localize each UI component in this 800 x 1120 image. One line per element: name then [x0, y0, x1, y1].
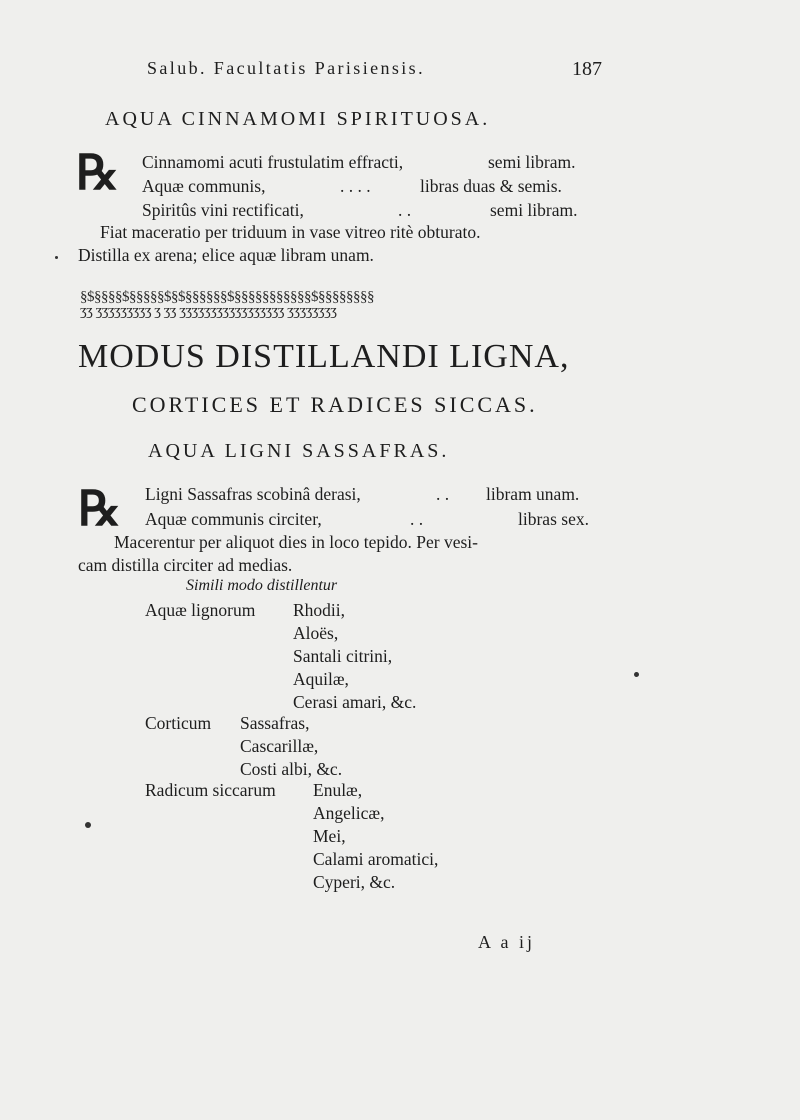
- group-lead: Aquæ lignorum: [145, 600, 256, 620]
- ingredient-quantity: libras sex.: [518, 509, 589, 529]
- list-item: Angelicæ,: [313, 803, 385, 823]
- instruction-line: Distilla ex arena; elice aquæ libram unam.: [78, 245, 374, 265]
- ornament-row: §$§§§§$§§§§§$§$§§§§§§$§§§§§§§§§§§$§§§§§§§§: [80, 290, 374, 305]
- ingredient-quantity: semi libram.: [488, 152, 576, 172]
- ingredient-quantity: libram unam.: [486, 484, 580, 504]
- section-subtitle: CORTICES ET RADICES SICCAS.: [132, 392, 538, 417]
- leader-dots: . .: [398, 200, 412, 220]
- ink-speck: [85, 822, 91, 828]
- leader-dots: . .: [410, 509, 424, 529]
- ingredient-quantity: libras duas & semis.: [420, 176, 562, 196]
- list-item: Aloës,: [293, 623, 339, 643]
- instruction-line: Macerentur per aliquot dies in loco tepido. Per vesi-: [114, 532, 478, 552]
- instruction-line: cam distilla circiter ad medias.: [78, 555, 293, 575]
- ornament-row: ʒʒ ʒʒʒʒʒʒʒʒʒ ʒ ʒʒ ʒʒʒʒʒʒʒʒʒʒʒʒʒʒʒʒʒ ʒʒʒʒʒʒʒʒ: [80, 303, 337, 319]
- group-lead: Corticum: [145, 713, 212, 733]
- ingredient-line: Spiritûs vini rectificati,: [142, 200, 304, 220]
- list-item: Cascarillæ,: [240, 736, 319, 756]
- group-lead: Radicum siccarum: [145, 780, 276, 800]
- section-title: MODUS DISTILLANDI LIGNA,: [78, 338, 570, 375]
- page-number: 187: [572, 58, 602, 80]
- recipe-title-sassafras: AQUA LIGNI SASSAFRAS.: [148, 440, 450, 462]
- ornamental-divider: [80, 290, 600, 320]
- similar-heading: Simili modo distillentur: [186, 577, 338, 594]
- leader-dots: . .: [436, 484, 450, 504]
- running-head: Salub. Facultatis Parisiensis.: [147, 58, 425, 78]
- list-item: Santali citrini,: [293, 646, 393, 666]
- signature-mark: A a ij: [478, 932, 535, 952]
- leader-dots: . . . .: [340, 176, 371, 196]
- ingredient-line: Ligni Sassafras scobinâ derasi,: [145, 484, 361, 504]
- list-item: Mei,: [313, 826, 346, 846]
- ingredient-quantity: semi libram.: [490, 200, 578, 220]
- list-item: Rhodii,: [293, 600, 346, 620]
- instruction-line: Fiat maceratio per triduum in vase vitreo ritè obturato.: [100, 222, 481, 242]
- recipe-symbol: ℞: [78, 483, 122, 536]
- ingredient-line: Aquæ communis,: [142, 176, 266, 196]
- list-item: Enulæ,: [313, 780, 363, 800]
- list-item: Cyperi, &c.: [313, 872, 396, 892]
- list-item: Calami aromatici,: [313, 849, 439, 869]
- ink-speck: [634, 672, 639, 677]
- list-item: Sassafras,: [240, 713, 310, 733]
- recipe-title-cinnamomi: AQUA CINNAMOMI SPIRITUOSA.: [105, 108, 491, 130]
- ingredient-line: Aquæ communis circiter,: [145, 509, 322, 529]
- list-item: Aquilæ,: [293, 669, 349, 689]
- ink-speck: [55, 256, 58, 259]
- recipe-symbol: ℞: [76, 147, 120, 200]
- list-item: Cerasi amari, &c.: [293, 692, 417, 712]
- ingredient-line: Cinnamomi acuti frustulatim effracti,: [142, 152, 404, 172]
- list-item: Costi albi, &c.: [240, 759, 343, 779]
